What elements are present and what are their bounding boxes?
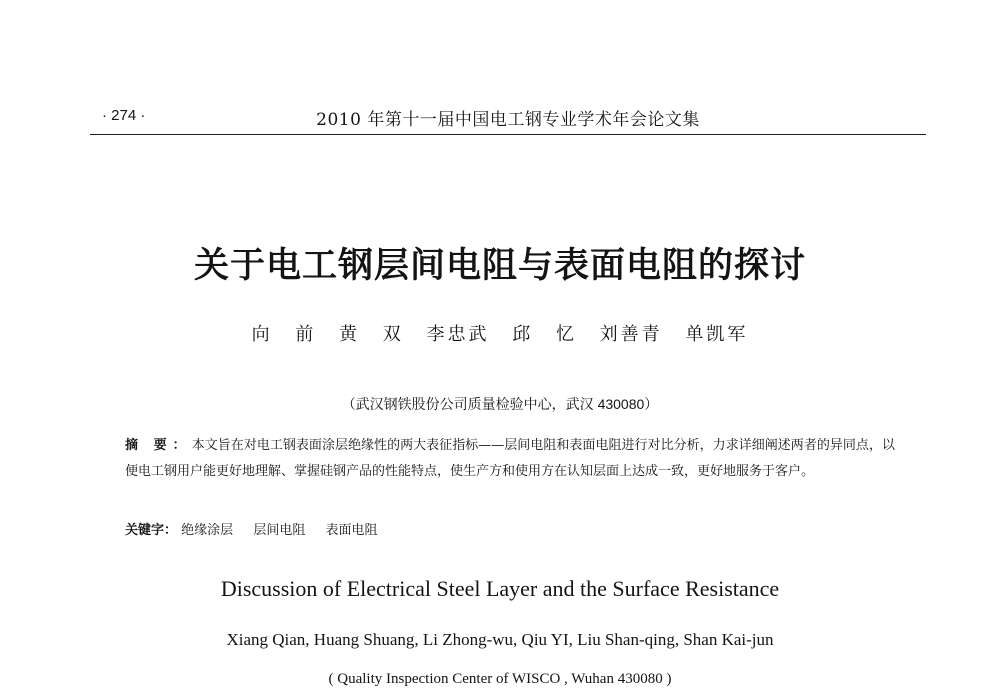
keyword-item: 层间电阻: [253, 523, 306, 538]
abstract-text: 本文旨在对电工钢表面涂层绝缘性的两大表征指标——层间电阻和表面电阻进行对比分析，力求详细阐述两者的异同点，以便电工钢用户能更好地理解、掌握硅钢产品的性能特点，使生产方和使用方在认知层面上达成一致，更好地服务于客户。: [125, 438, 895, 479]
page-number: · 274 ·: [102, 107, 146, 124]
abstract: [125, 432, 895, 485]
keyword-item: 绝缘涂层: [181, 523, 234, 538]
proceedings-title: 2010 年第十一届中国电工钢专业学术年会论文集: [316, 110, 700, 130]
paper-title-zh: 关于电工钢层间电阻与表面电阻的探讨: [193, 245, 806, 286]
keyword-item: 表面电阻: [325, 523, 378, 538]
paper-title-en: Discussion of Electrical Steel Layer and the Surface Resistance: [220, 576, 780, 601]
abstract-label: 摘 要：: [125, 437, 192, 452]
keywords-label: 关键字：: [125, 522, 178, 537]
authors-en: Xiang Qian, Huang Shuang, Li Zhong-wu, Qiu YI, Liu Shan-qing, Shan Kai-jun: [226, 630, 774, 649]
affiliation-zh: （武汉钢铁股份公司质量检验中心，武汉 430080）: [341, 396, 659, 412]
keywords: [125, 519, 895, 538]
running-header: [90, 104, 926, 135]
affiliation-en: ( Quality Inspection Center of WISCO , Wuhan 430080 ): [328, 671, 672, 687]
authors-zh: 向 前 黄 双 李忠武 邱 忆 刘善青 单凯军: [251, 324, 749, 345]
